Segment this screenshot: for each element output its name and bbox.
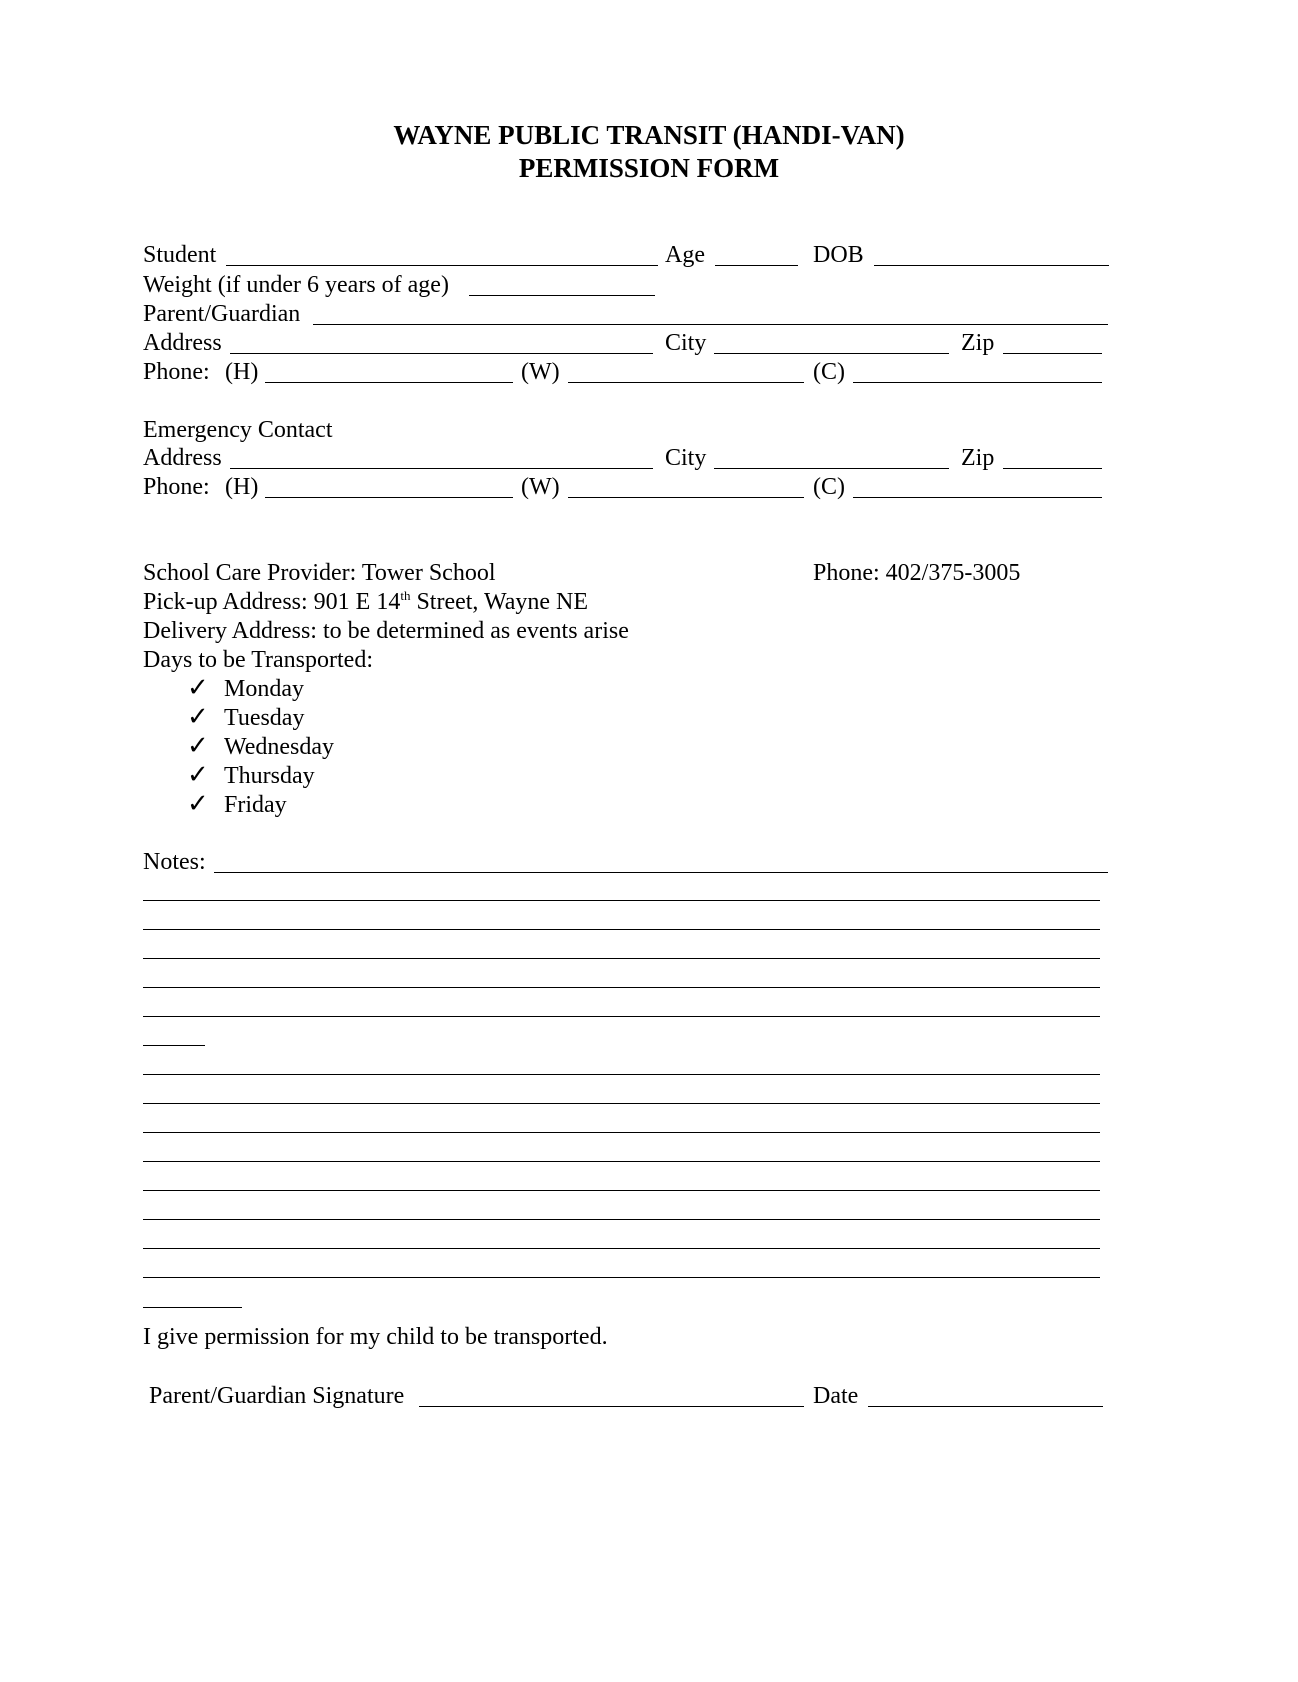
emergency-phone-cell-field[interactable]	[853, 497, 1102, 498]
city-label: City	[665, 330, 707, 356]
check-icon: ✓	[187, 702, 209, 731]
phone-label: Phone:	[143, 359, 210, 385]
form-title-line2: PERMISSION FORM	[518, 153, 780, 183]
notes-line[interactable]	[143, 987, 1100, 988]
pickup-address-text: Pick-up Address: 901 E 14th Street, Wayne NE	[143, 588, 589, 615]
zip-label: Zip	[961, 330, 995, 356]
emergency-phone-work-label: (W)	[521, 474, 560, 500]
guardian-label: Parent/Guardian	[143, 301, 301, 327]
address-field[interactable]	[230, 353, 653, 354]
emergency-phone-home-field[interactable]	[265, 497, 513, 498]
emergency-phone-home-label: (H)	[225, 474, 259, 500]
day-friday: Friday	[224, 792, 287, 818]
phone-home-field[interactable]	[265, 382, 513, 383]
emergency-city-field[interactable]	[714, 468, 949, 469]
city-field[interactable]	[714, 353, 949, 354]
permission-statement: I give permission for my child to be transported.	[143, 1324, 608, 1350]
notes-line[interactable]	[143, 1045, 205, 1046]
emergency-address-label: Address	[143, 445, 222, 471]
emergency-phone-label: Phone:	[143, 474, 210, 500]
emergency-contact-heading: Emergency Contact	[143, 417, 333, 443]
delivery-address-text: Delivery Address: to be determined as events arise	[143, 618, 629, 644]
notes-label: Notes:	[143, 849, 206, 875]
notes-line[interactable]	[143, 900, 1100, 901]
day-monday: Monday	[224, 676, 304, 702]
check-icon: ✓	[187, 673, 209, 702]
emergency-zip-label: Zip	[961, 445, 995, 471]
day-thursday: Thursday	[224, 763, 315, 789]
form-title-line1: WAYNE PUBLIC TRANSIT (HANDI-VAN)	[393, 120, 905, 150]
notes-line[interactable]	[214, 872, 1108, 873]
notes-line[interactable]	[143, 1132, 1100, 1133]
notes-line[interactable]	[143, 1248, 1100, 1249]
emergency-address-field[interactable]	[230, 468, 653, 469]
zip-field[interactable]	[1003, 353, 1102, 354]
age-field[interactable]	[715, 265, 798, 266]
notes-line[interactable]	[143, 1219, 1100, 1220]
check-icon: ✓	[187, 760, 209, 789]
notes-line[interactable]	[143, 1307, 242, 1308]
student-label: Student	[143, 242, 217, 268]
days-heading: Days to be Transported:	[143, 647, 373, 673]
date-label: Date	[813, 1383, 859, 1409]
care-provider-text: School Care Provider: Tower School	[143, 560, 496, 586]
signature-field[interactable]	[419, 1406, 804, 1407]
date-field[interactable]	[868, 1406, 1103, 1407]
guardian-name-field[interactable]	[313, 324, 1108, 325]
notes-line[interactable]	[143, 1074, 1100, 1075]
weight-label: Weight (if under 6 years of age)	[143, 272, 449, 298]
signature-label: Parent/Guardian Signature	[149, 1383, 405, 1409]
notes-line[interactable]	[143, 958, 1100, 959]
day-wednesday: Wednesday	[224, 734, 335, 760]
student-name-field[interactable]	[226, 265, 658, 266]
emergency-phone-work-field[interactable]	[568, 497, 804, 498]
emergency-city-label: City	[665, 445, 707, 471]
dob-field[interactable]	[874, 265, 1109, 266]
check-icon: ✓	[187, 731, 209, 760]
day-tuesday: Tuesday	[224, 705, 305, 731]
provider-phone-text: Phone: 402/375-3005	[813, 560, 1021, 586]
notes-line[interactable]	[143, 1016, 1100, 1017]
notes-line[interactable]	[143, 929, 1100, 930]
address-label: Address	[143, 330, 222, 356]
dob-label: DOB	[813, 242, 864, 268]
weight-field[interactable]	[469, 295, 655, 296]
phone-work-field[interactable]	[568, 382, 804, 383]
phone-home-label: (H)	[225, 359, 259, 385]
check-icon: ✓	[187, 789, 209, 818]
notes-line[interactable]	[143, 1277, 1100, 1278]
phone-work-label: (W)	[521, 359, 560, 385]
notes-line[interactable]	[143, 1103, 1100, 1104]
notes-line[interactable]	[143, 1161, 1100, 1162]
emergency-zip-field[interactable]	[1003, 468, 1102, 469]
phone-cell-label: (C)	[813, 359, 845, 385]
age-label: Age	[665, 242, 705, 268]
phone-cell-field[interactable]	[853, 382, 1102, 383]
emergency-phone-cell-label: (C)	[813, 474, 845, 500]
notes-line[interactable]	[143, 1190, 1100, 1191]
